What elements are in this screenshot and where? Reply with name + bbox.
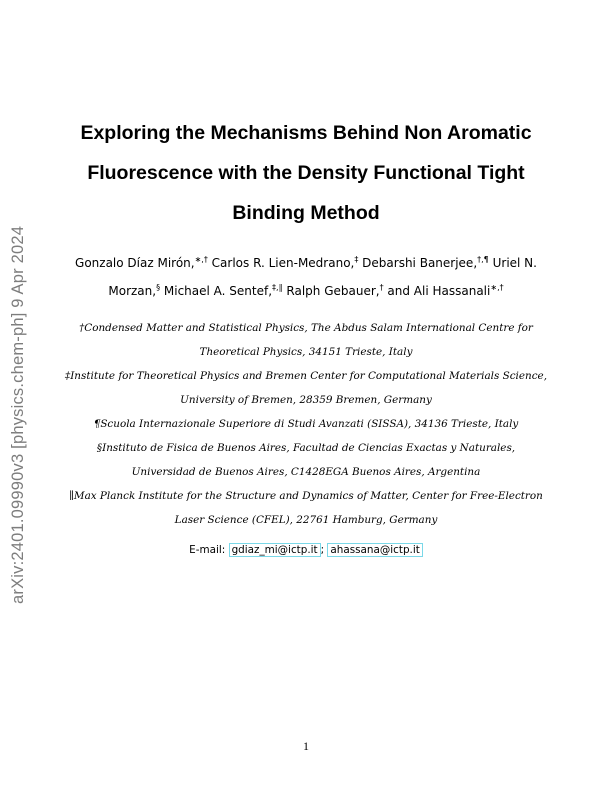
affiliation-line: †Condensed Matter and Statistical Physics, The Abdus Salam International Centre for: [79, 322, 533, 334]
author-marker: ∗,†: [490, 283, 504, 292]
affiliation-line: ¶Scuola Internazionale Superiore di Studi Avanzati (SISSA), 34136 Trieste, Italy: [93, 418, 519, 430]
affiliation-line: ‡Institute for Theoretical Physics and Bremen Center for Computational Materials Science,: [65, 370, 547, 382]
author-name: Uriel N.: [488, 256, 537, 270]
affiliation-line: ∥Max Planck Institute for the Structure and Dynamics of Matter, Center for Free-Electron: [69, 490, 543, 502]
affiliation-line: Theoretical Physics, 34151 Trieste, Italy: [199, 346, 413, 358]
author-marker: §: [156, 283, 161, 292]
author-name: Morzan,: [108, 284, 157, 298]
author-marker: ‡: [354, 255, 359, 264]
author-list: [60, 249, 552, 305]
paper-title: [60, 113, 552, 233]
email-label: E-mail:: [189, 544, 229, 556]
author-marker: †,¶: [477, 255, 489, 264]
title-line: Exploring the Mechanisms Behind Non Aromatic: [80, 122, 532, 144]
author-line: [60, 249, 552, 277]
author-name: Gonzalo Díaz Mirón,: [75, 256, 195, 270]
arxiv-identifier: arXiv:2401.09990v3 [physics.chem-ph] 9 Apr 2024: [9, 225, 27, 604]
email-link[interactable]: gdiaz_mi@ictp.it: [229, 543, 321, 557]
author-name: Ralph Gebauer,: [282, 284, 380, 298]
contact-email: [60, 544, 552, 556]
author-name: and Ali Hassanali: [383, 284, 491, 298]
affiliation-line: Laser Science (CFEL), 22761 Hamburg, Germany: [174, 514, 438, 526]
author-name: Michael A. Sentef,: [160, 284, 273, 298]
page-number: 1: [303, 739, 309, 753]
affiliation-line: §Instituto de Fisica de Buenos Aires, Facultad de Ciencias Exactas y Naturales,: [96, 442, 516, 454]
author-marker: ∗,†: [194, 255, 208, 264]
affiliation-line: Universidad de Buenos Aires, C1428EGA Buenos Aires, Argentina: [131, 466, 481, 478]
affiliation-line: University of Bremen, 28359 Bremen, Germany: [180, 394, 432, 406]
author-name: Debarshi Banerjee,: [358, 256, 478, 270]
email-link[interactable]: ahassana@ictp.it: [327, 543, 422, 557]
author-marker: †: [379, 283, 384, 292]
title-line: Binding Method: [232, 202, 380, 224]
author-line: [60, 277, 552, 305]
author-name: Carlos R. Lien-Medrano,: [207, 256, 355, 270]
affiliation-list: [60, 316, 552, 532]
email-separator: ;: [320, 544, 328, 556]
author-marker: ‡,∥: [272, 283, 283, 292]
title-line: Fluorescence with the Density Functional Tight: [87, 162, 525, 184]
